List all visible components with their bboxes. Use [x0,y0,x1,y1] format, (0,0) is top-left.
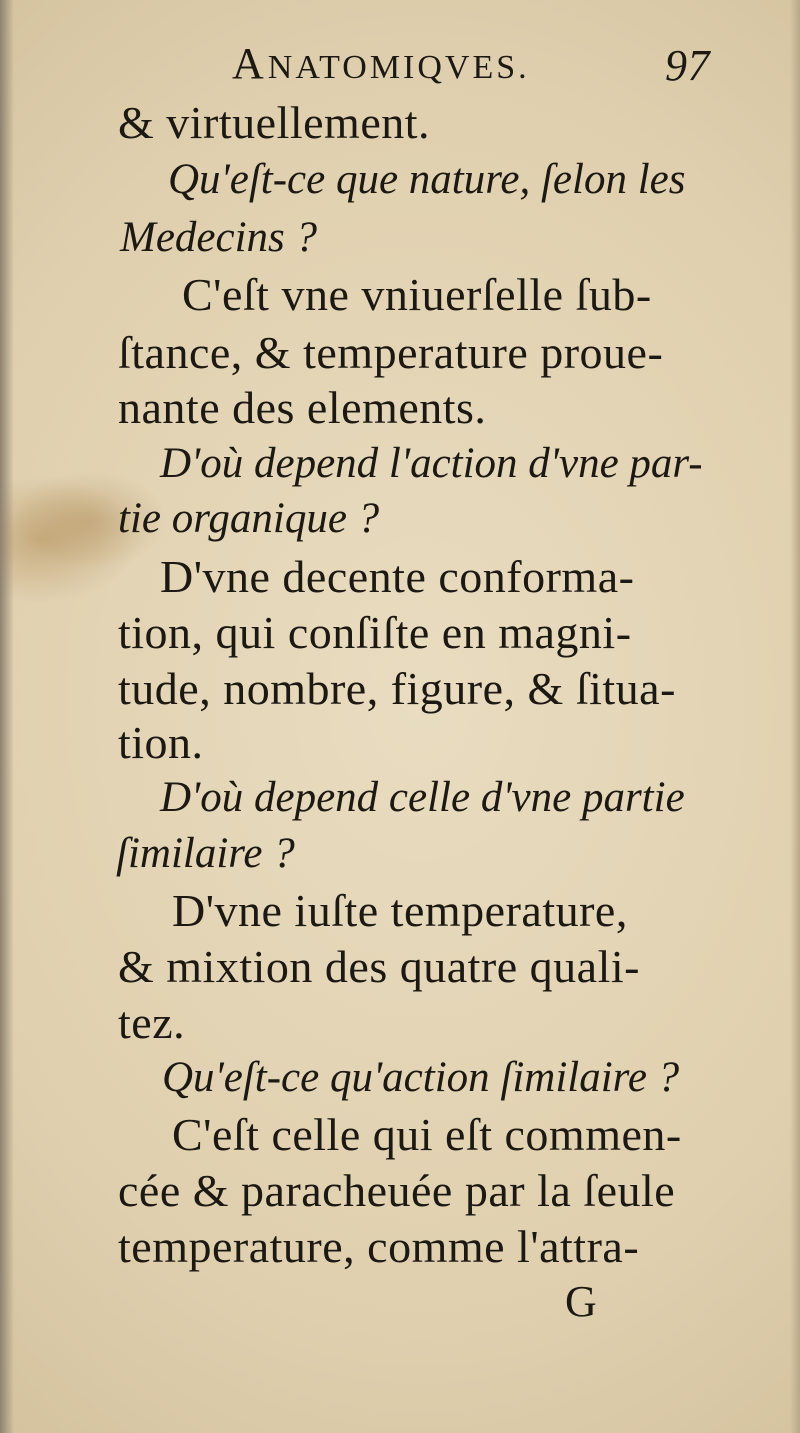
text-line: C'eſt vne vniuerſelle ſub- [182,269,652,320]
text-line: ſtance, & temperature proue- [118,327,664,378]
text-line: tez. [118,997,186,1048]
question-line: Qu'eſt-ce que nature, ſelon les [168,156,686,203]
text-line: tude, nombre, figure, & ſitua- [118,663,676,714]
page-number: 97 [665,41,710,90]
text-line: D'vne decente conforma- [160,551,635,602]
text-line: & mixtion des quatre quali- [118,941,640,992]
text-line: tion, qui conſiſte en magni- [118,607,632,658]
signature-mark: G [565,1277,598,1326]
question-line: Medecins ? [120,214,318,261]
running-title-rest: NATOMIQVES. [267,49,530,86]
text-line: C'eſt celle qui eſt commen- [172,1109,682,1160]
text-line: nante des elements. [118,382,487,433]
running-title-initial: A [232,39,268,88]
question-line: Qu'eſt-ce qu'action ſimilaire ? [162,1054,680,1101]
text-line: cée & paracheuée par la ſeule [118,1165,676,1216]
text-line: & virtuellement. [118,97,431,148]
question-line: tie organique ? [118,495,380,542]
text-line: temperature, comme l'attra- [118,1221,640,1272]
text-line: tion. [118,717,204,768]
question-line: ſimilaire ? [116,830,295,877]
text-line: D'vne iuſte temperature, [172,885,628,936]
running-title [232,39,530,88]
question-line: D'où depend celle d'vne partie [160,774,685,821]
question-line: D'où depend l'action d'vne par- [160,440,703,487]
